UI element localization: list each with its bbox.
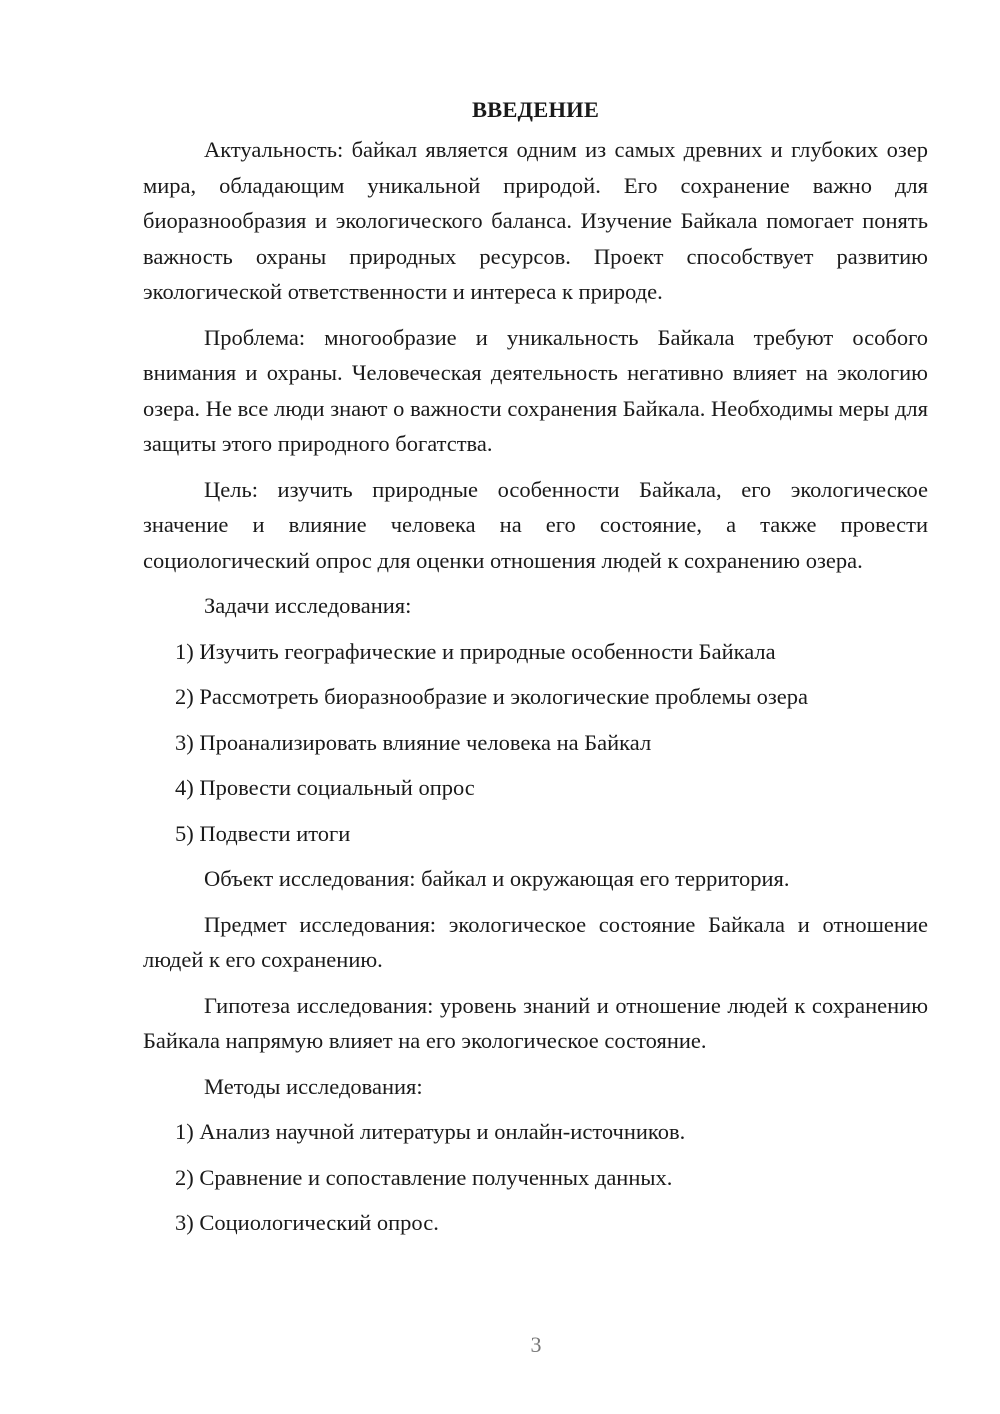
methods-list (143, 1114, 928, 1241)
problem-paragraph: Проблема: многообразие и уникальность Байкала требуют особого внимания и охраны. Человеческая деятельность негативно влияет на экологию озера. Не все люди знают о важности сохранения Байкала. Необходимы меры для защиты этого природного богатства. (143, 324, 928, 456)
relevance-paragraph: Актуальность: байкал является одним из самых древних и глубоких озер мира, обладающим уникальной природой. Его сохранение важно для биоразнообразия и экологического баланса. Изучение Байкала помогает понять важность охраны природных ресурсов. Проект способствует развитию экологической ответственности и интереса к природе. (143, 137, 928, 304)
tasks-list (143, 634, 928, 852)
list-item-task-2: 2) Рассмотреть биоразнообразие и экологические проблемы озера (175, 684, 808, 709)
page-title: ВВЕДЕНИЕ (471, 97, 600, 122)
list-item-task-1: 1) Изучить географические и природные особенности Байкала (175, 638, 776, 664)
hypothesis-paragraph: Гипотеза исследования: уровень знаний и отношение людей к сохранению Байкала напрямую влияет на его экологическое состояние. (143, 992, 928, 1053)
methods-heading: Методы исследования: (204, 1073, 423, 1099)
page-number: 3 (530, 1332, 542, 1357)
list-item-method-2: 2) Сравнение и сопоставление полученных данных. (175, 1164, 673, 1190)
list-item-method-3: 3) Социологический опрос. (175, 1210, 439, 1235)
document-body (143, 92, 928, 1241)
subject-paragraph: Предмет исследования: экологическое состояние Байкала и отношение людей к его сохранению. (143, 911, 928, 972)
list-item-task-3: 3) Проанализировать влияние человека на Байкал (175, 729, 652, 755)
list-item-task-5: 5) Подвести итоги (175, 820, 351, 846)
list-item-method-1: 1) Анализ научной литературы и онлайн-источников. (175, 1119, 686, 1144)
tasks-heading: Задачи исследования: (204, 593, 412, 618)
list-item-task-4: 4) Провести социальный опрос (175, 775, 475, 800)
object-paragraph: Объект исследования: байкал и окружающая его территория. (204, 866, 790, 891)
goal-paragraph: Цель: изучить природные особенности Байкала, его экологическое значение и влияние человека на его состояние, а также провести социологический опрос для оценки отношения людей к сохранению озера. (143, 476, 928, 573)
